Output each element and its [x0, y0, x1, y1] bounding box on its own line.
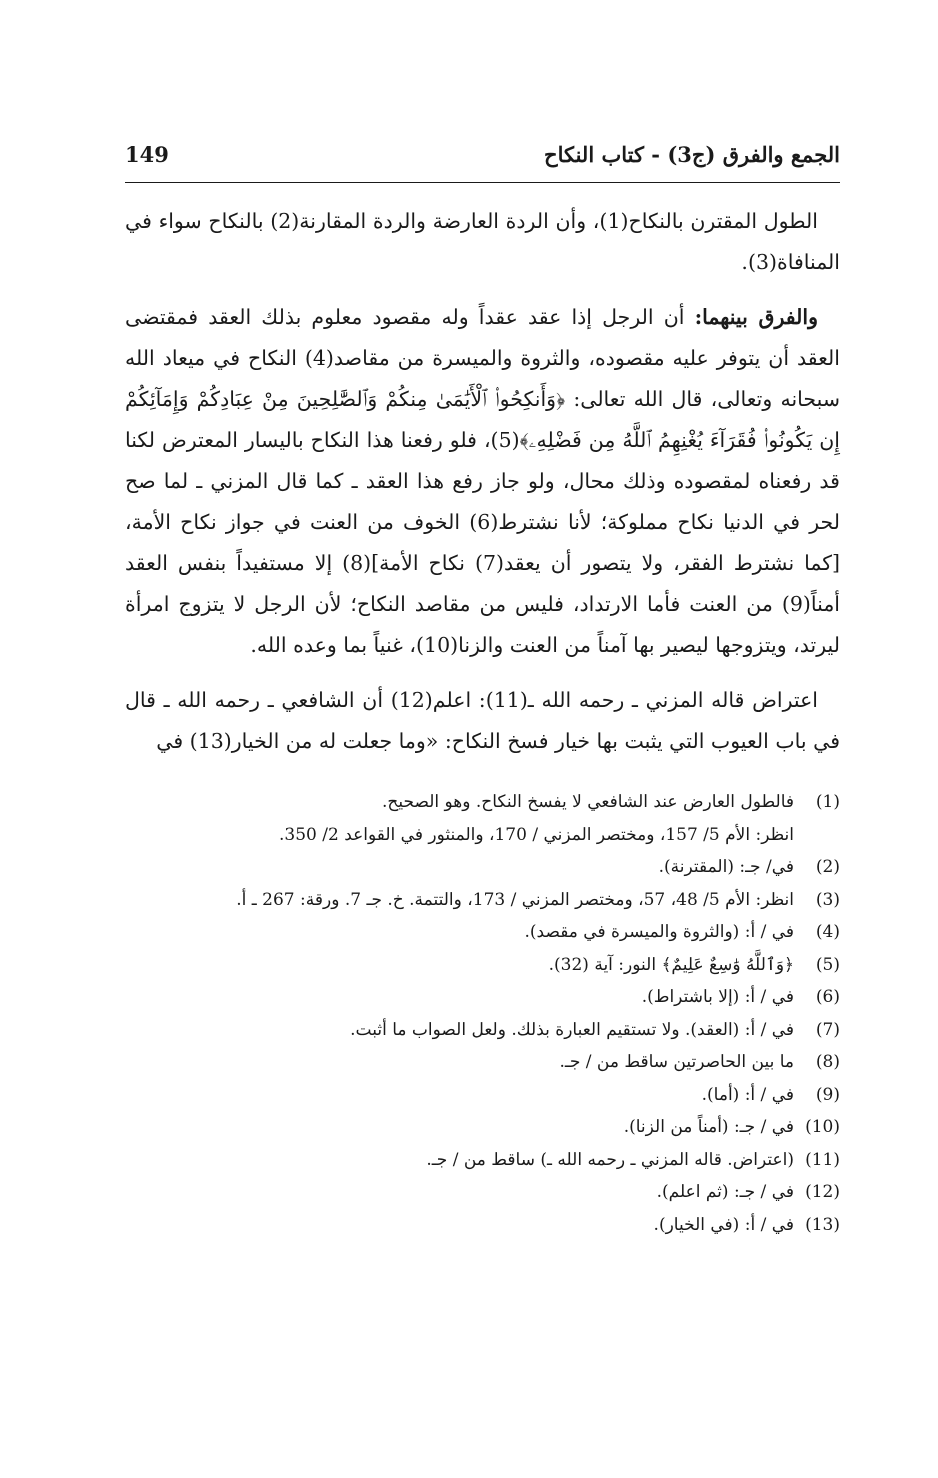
- footnote-text: انظر: الأم 5/ 48، 57، ومختصر المزني / 173، والتتمة. خ. جـ 7. ورقة: 267 ـ أ.: [236, 889, 794, 910]
- footnote: [125, 786, 840, 819]
- paragraph: [125, 680, 840, 762]
- page-number: 149: [125, 142, 169, 167]
- footnote: [125, 1079, 840, 1112]
- footnote-text: في / أ: (في الخيار).: [653, 1214, 794, 1235]
- footnote-number: (7): [815, 1019, 840, 1040]
- footnote-text: في / أ: (إلا باشتراط).: [641, 987, 794, 1007]
- paragraph-text: أن الرجل إذا عقد عقداً وله مقصود معلوم بذلك العقد فمقتضى العقد أن يتوفر عليه مقصوده، والثروة والميسرة من مقاصد(4) النكاح في ميعاد الله سبحانه وتعالى، قال الله تعالى: ﴿وَأَنكِحُوا۟ ٱلْأَيَٰمَىٰ مِنكُمْ وَٱلصَّٰلِحِينَ مِنْ عِبَادِكُمْ وَإِمَآئِكُمْ إِن يَكُونُوا۟ فُقَرَآءَ يُغْنِهِمُ ٱللَّهُ مِن فَضْلِهِۦ﴾(5)، فلو رفعنا هذا النكاح باليسار المعترض لكنا قد رفعناه لمقصوده وذلك محال، ولو جاز رفع هذا العقد ـ كما قال المزني ـ لما صح لحر في الدنيا نكاح مملوكة؛ لأنا نشترط(6) الخوف من العنت في جواز نكاح الأمة، [كما نشترط الفقر، ولا يتصور أن يعقد(7) نكاح الأمة](8) إلا مستفيداً بنفس العقد أمناً(9) من العنت فأما الارتداد، فليس من مقاصد النكاح؛ لأن الرجل لا يتزوج امرأة ليرتد، ويتزوجها ليصير بها آمناً من العنت والزنا(10)، غنياً بما وعده الله.: [125, 305, 841, 657]
- book-page: [125, 142, 840, 1241]
- footnote-text: ﴿وَٱللَّهُ وَٰسِعٌ عَلِيمٌ﴾ النور: آية (32).: [548, 954, 794, 975]
- footnote-number: (11): [805, 1149, 840, 1170]
- footnote-number: (5): [815, 954, 840, 975]
- running-title: الجمع والفرق (ج3) - كتاب النكاح: [544, 142, 840, 167]
- footnote: [125, 1144, 840, 1177]
- footnote-number: (3): [815, 889, 840, 910]
- paragraph-lead: والفرق بينهما:: [694, 305, 818, 329]
- footnote-text: في / جـ: (ثم اعلم).: [656, 1182, 794, 1202]
- footnote: [125, 916, 840, 949]
- footnote: [125, 1046, 840, 1079]
- footnote-text: (اعتراض. قاله المزني ـ رحمه الله ـ) ساقط من / جـ.: [426, 1149, 794, 1170]
- footnote-text: في / أ: (أما).: [701, 1084, 794, 1105]
- footnote: [125, 1176, 840, 1209]
- footnote: [125, 851, 840, 884]
- footnote-number: (12): [805, 1182, 840, 1202]
- footnote: [125, 884, 840, 917]
- main-text: [125, 201, 840, 762]
- paragraph-text: الطول المقترن بالنكاح(1)، وأن الردة العارضة والردة المقارنة(2) بالنكاح سواء في المنافاة(3).: [125, 209, 840, 274]
- page-header: [125, 142, 840, 183]
- paragraph: [125, 297, 840, 666]
- footnote-number: (8): [815, 1052, 840, 1072]
- footnote: [125, 949, 840, 982]
- footnote-text: فالطول العارض عند الشافعي لا يفسخ النكاح. وهو الصحيح.: [381, 792, 794, 812]
- footnote-text: في / أ: (العقد). ولا تستقيم العبارة بذلك. ولعل الصواب ما أثبت.: [350, 1019, 794, 1040]
- footnote-number: (13): [805, 1214, 840, 1235]
- footnote-number: (10): [805, 1117, 840, 1137]
- footnote-text: في / أ: (والثروة والميسرة في مقصد).: [524, 922, 794, 942]
- footnote-number: (6): [815, 987, 840, 1007]
- footnote: [125, 1209, 840, 1242]
- footnote-number: (2): [815, 857, 840, 877]
- footnote-number: (4): [815, 922, 840, 942]
- paragraph: [125, 201, 840, 283]
- footnote-text: ما بين الحاصرتين ساقط من / جـ.: [559, 1052, 794, 1072]
- footnote-number: (9): [815, 1084, 840, 1105]
- footnote: [125, 1111, 840, 1144]
- footnote: [125, 1014, 840, 1047]
- footnote-text: في/ جـ: (المقترنة).: [658, 857, 794, 877]
- footnote-text: في / جـ: (أمناً من الزنا).: [623, 1117, 794, 1137]
- footnote-continuation: انظر: الأم 5/ 157، ومختصر المزني / 170، والمنثور في القواعد 2/ 350.: [278, 824, 794, 845]
- footnote-number: (1): [815, 792, 840, 812]
- paragraph-text: اعتراض قاله المزني ـ رحمه الله ـ(11): اعلم(12) أن الشافعي ـ رحمه الله ـ قال في باب العيوب التي يثبت بها خيار فسخ النكاح: «وما جعلت له من الخيار(13) في: [125, 688, 840, 753]
- footnote: [125, 981, 840, 1014]
- footnotes: [125, 786, 840, 1241]
